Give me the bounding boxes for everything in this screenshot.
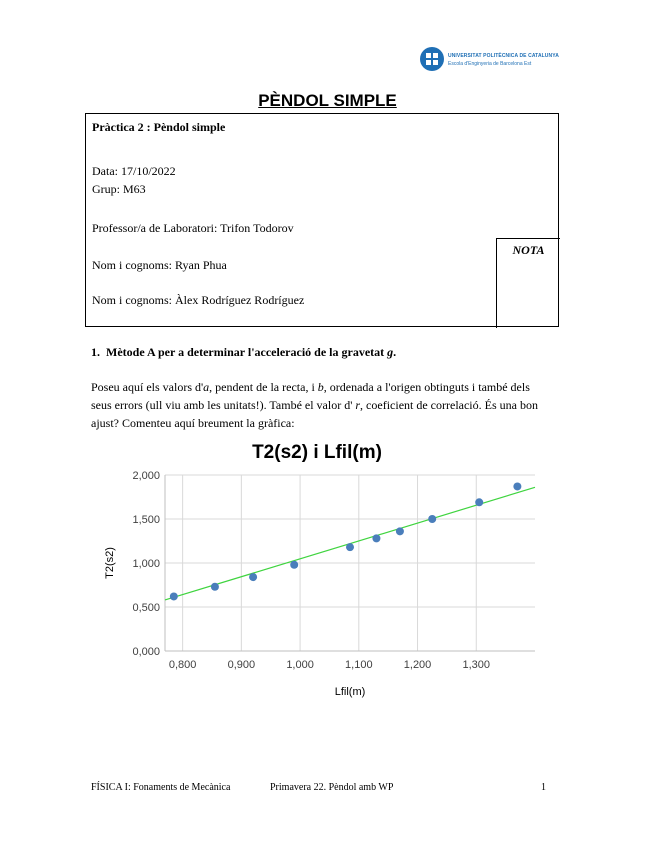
x-tick-label: 0,900 [227, 659, 256, 671]
x-tick-label: 0,800 [168, 659, 197, 671]
x-tick-label: 1,000 [286, 659, 314, 671]
footer-term: Primavera 22. Pèndol amb WP [270, 782, 394, 793]
para-part-2: , pendent de la recta, i [209, 380, 318, 394]
y-tick-label: 0,500 [132, 602, 160, 614]
para-part-1: Poseu aquí els valors d' [91, 380, 204, 394]
professor-field: Professor/a de Laboratori: Trifon Todorov [92, 221, 294, 235]
section-heading-text: Mètode A per a determinar l'acceleració de la gravetat [106, 345, 388, 359]
data-point [428, 515, 436, 523]
section-heading-end: . [393, 345, 397, 359]
data-point [170, 592, 178, 600]
y-tick-label: 1,000 [132, 558, 160, 570]
data-point [249, 573, 257, 581]
data-point [290, 561, 298, 569]
scatter-chart [95, 432, 555, 702]
para-part-4: , coeficient de correlació. És una bon ajust? Comenteu aquí breument la gràfica: [91, 398, 538, 430]
logo-school-name: Escola d'Enginyeria de Barcelona Est [448, 61, 532, 67]
data-point [475, 498, 483, 506]
y-tick-label: 0,000 [132, 646, 160, 658]
group-field: Grup: M63 [92, 182, 146, 196]
logo-university-name: UNIVERSITAT POLITÈCNICA DE CATALUNYA [448, 53, 559, 59]
upc-logo-mark [420, 47, 444, 71]
data-point [372, 534, 380, 542]
para-var-b: b [317, 380, 324, 394]
data-point [513, 482, 521, 490]
data-point [346, 543, 354, 551]
x-tick-label: 1,300 [462, 659, 491, 671]
para-var-r: r [355, 398, 361, 412]
chart-title: T2(s2) i Lfil(m) [252, 442, 382, 463]
section-number: 1. [91, 345, 100, 359]
date-field: Data: 17/10/2022 [92, 164, 176, 178]
page-title: PÈNDOL SIMPLE [258, 91, 397, 110]
grade-label: NOTA [512, 243, 545, 257]
data-point [211, 583, 219, 591]
instructions-paragraph [91, 378, 551, 432]
y-tick-label: 1,500 [132, 514, 160, 526]
page-number: 1 [541, 782, 546, 793]
x-tick-label: 1,200 [403, 659, 432, 671]
student-name-1: Nom i cognoms: Ryan Phua [92, 258, 227, 272]
data-point [396, 527, 404, 535]
x-tick-label: 1,100 [345, 659, 373, 671]
x-axis-label: Lfil(m) [334, 686, 366, 698]
para-var-a: a [203, 380, 210, 394]
info-box [85, 113, 559, 327]
section-heading-var: g [387, 345, 394, 359]
y-tick-label: 2,000 [132, 470, 160, 482]
student-name-2: Nom i cognoms: Àlex Rodríguez Rodríguez [92, 293, 305, 307]
upc-logo [420, 47, 559, 75]
grade-box [496, 238, 560, 328]
section-heading [91, 345, 396, 360]
para-part-3: , ordenada a l'origen obtinguts i també dels seus errors (ull viu amb les unitats!). També el valor d' [91, 380, 530, 412]
practica-label: Pràctica 2 : Pèndol simple [92, 120, 226, 134]
y-axis-label: T2(s2) [104, 547, 116, 579]
footer-course: FÍSICA I: Fonaments de Mecànica [91, 782, 231, 793]
